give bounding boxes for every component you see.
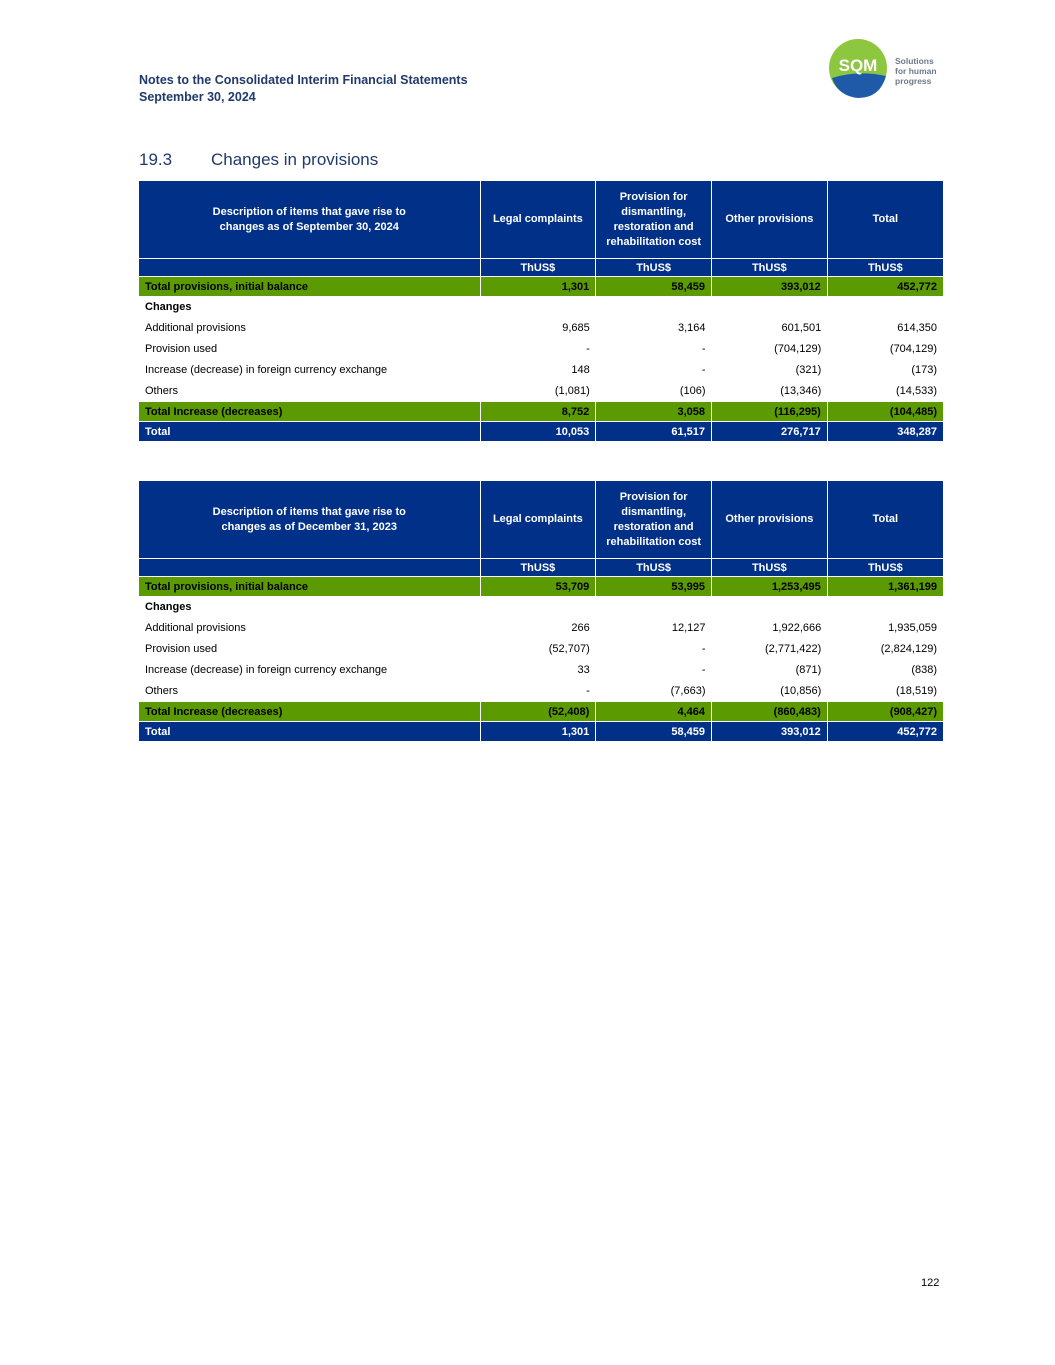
- header-title: Notes to the Consolidated Interim Financial Statements: [139, 73, 468, 87]
- other-provisions-header: Other provisions: [712, 481, 828, 559]
- header-date: September 30, 2024: [139, 90, 256, 104]
- changes-row: Changes: [145, 300, 192, 313]
- table-row: Increase (decrease) in foreign currency exchange 33 - (871) (838): [145, 663, 937, 676]
- section-title: [139, 150, 378, 170]
- unit-row: ThUS$ ThUS$ ThUS$ ThUS$: [139, 559, 943, 577]
- unit-row: ThUS$ ThUS$ ThUS$ ThUS$: [139, 259, 943, 277]
- initial-balance-row: Total provisions, initial balance 53,709 53,995 1,253,495 1,361,199: [139, 577, 943, 597]
- table-row: Provision used - - (704,129) (704,129): [145, 342, 937, 355]
- total-increase-row: Total Increase (decreases) (52,408) 4,464 (860,483) (908,427): [139, 702, 943, 722]
- total-header: Total: [827, 181, 943, 259]
- legal-complaints-header: Legal complaints: [480, 481, 596, 559]
- table-row: Provision used (52,707) - (2,771,422) (2,824,129): [145, 642, 937, 655]
- table-row: Others (1,081) (106) (13,346) (14,533): [145, 384, 937, 397]
- total-row: Total 10,053 61,517 276,717 348,287: [139, 422, 943, 442]
- logo-tagline: Solutions for human progress: [895, 56, 937, 86]
- page-number: 122: [921, 1277, 940, 1289]
- table-row: Increase (decrease) in foreign currency exchange 148 - (321) (173): [145, 363, 937, 376]
- description-header: Description of items that gave rise to changes as of December 31, 2023: [139, 481, 480, 559]
- legal-complaints-header: Legal complaints: [480, 181, 596, 259]
- table-row: Others - (7,663) (10,856) (18,519): [145, 684, 937, 697]
- provisions-table-2023: [139, 481, 943, 741]
- provisions-table-2024: [139, 181, 943, 441]
- changes-row: Changes: [145, 600, 192, 613]
- section-number: 19.3: [139, 150, 173, 169]
- other-provisions-header: Other provisions: [712, 181, 828, 259]
- total-increase-row: Total Increase (decreases) 8,752 3,058 (116,295) (104,485): [139, 402, 943, 422]
- initial-balance-row: Total provisions, initial balance 1,301 58,459 393,012 452,772: [139, 277, 943, 297]
- logo-brand: SQM: [838, 56, 878, 75]
- description-header: Description of items that gave rise to changes as of September 30, 2024: [139, 181, 480, 259]
- section-heading: Changes in provisions: [211, 150, 379, 169]
- table-row: Additional provisions 9,685 3,164 601,501 614,350: [145, 321, 937, 334]
- document-header: [139, 72, 468, 106]
- table-row: Additional provisions 266 12,127 1,922,666 1,935,059: [145, 621, 937, 634]
- total-header: Total: [827, 481, 943, 559]
- dismantling-header: Provision for dismantling, restoration and rehabilitation cost: [596, 481, 712, 559]
- dismantling-header: Provision for dismantling, restoration and rehabilitation cost: [596, 181, 712, 259]
- total-row: Total 1,301 58,459 393,012 452,772: [139, 722, 943, 742]
